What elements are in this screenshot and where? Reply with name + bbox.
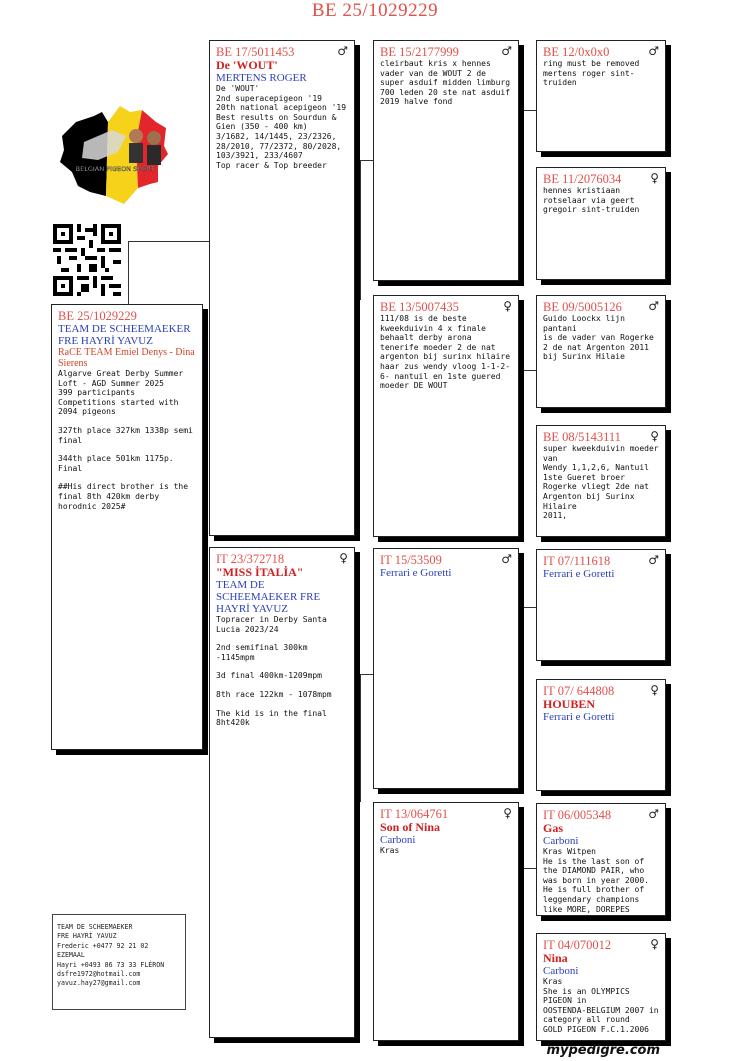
- pigeon-name: HOUBEN: [543, 697, 596, 711]
- note-line: Algarve Great Derby Summer Loft - AGD Summer 2025: [58, 369, 189, 388]
- note-line: rotselaar via geert gregoir sint-truiden: [543, 195, 640, 215]
- dam-card[interactable]: [209, 547, 355, 1038]
- note-line: leggendary champions like MORE, DOREPES: [543, 894, 645, 914]
- male-icon: ♂: [648, 44, 659, 58]
- ring-number: IT 13/064761: [380, 807, 449, 821]
- sire-dam-card[interactable]: [373, 295, 519, 537]
- note-line: Top racer & Top breeder: [216, 160, 327, 170]
- female-icon: ♀: [650, 429, 659, 443]
- sire-card[interactable]: [209, 40, 355, 536]
- owner-name: TEAM DE SCHEEMAEKER FRE HAYRİ YAVUZ: [216, 579, 321, 615]
- page-title: BE 25/1029229: [311, 0, 439, 21]
- contact-line: FRE HAYRİ YAVUZ: [57, 932, 117, 941]
- pigeon-name: "MISS İTALİA": [216, 565, 304, 579]
- contact-line: TEAM DE SCHEEMAEKER: [57, 923, 133, 931]
- ring-number: IT 07/111618: [543, 554, 611, 568]
- sire-sire-dam-card[interactable]: [536, 167, 666, 280]
- female-icon: ♀: [503, 806, 512, 820]
- owner-name: Carboni: [543, 835, 579, 847]
- note-line: Kras Witpen: [543, 847, 596, 856]
- contact-line: EZEMAAL: [57, 951, 85, 960]
- pigeon-name: Son of Nina: [380, 820, 441, 834]
- note-line: De 'WOUT': [216, 84, 260, 93]
- sire-sire-card[interactable]: [373, 40, 519, 281]
- note-line: 2011,: [543, 511, 568, 521]
- note-line: 3d final 400km-1209mpm: [216, 671, 322, 681]
- subject-pigeon-card[interactable]: [51, 304, 203, 750]
- female-icon: ♀: [650, 937, 659, 951]
- male-icon: ♂: [501, 552, 512, 566]
- note-line: Best results on Sourdun & Gien (350 - 400 km): [216, 112, 342, 132]
- note-line: Guido Loockx lijn pantani: [543, 314, 630, 333]
- contact-box: [52, 914, 186, 1010]
- male-icon: ♂: [648, 807, 659, 821]
- note-line: 111/08 is de beste kweekduivin 4 x finale behaalt derby arona tenerife moeder 2 de nat argenton bij surinx hilaire haar zus wendy vloog 1-1-2-6- nantuil en 1ste guered moeder DE WOUT: [380, 314, 515, 391]
- ring-number: IT 15/53509: [380, 553, 442, 567]
- pigeon-name: Gas: [543, 821, 564, 835]
- connector: [360, 674, 361, 802]
- note-line: The kid is in the final 8ht420k: [216, 708, 332, 728]
- connector: [523, 607, 536, 608]
- ring-number: IT 07/ 644808: [543, 684, 615, 698]
- connector: [355, 160, 356, 161]
- male-icon: ♂: [648, 299, 659, 313]
- sire-dam-dam-card[interactable]: [536, 425, 666, 537]
- male-icon: ♂: [648, 553, 659, 567]
- connector: [523, 370, 524, 426]
- female-icon: ♀: [339, 551, 348, 565]
- logo-text: BELGIAN PIGEON SPORT: [75, 165, 155, 173]
- connector: [128, 241, 210, 242]
- ring-number: BE 25/1029229: [58, 309, 137, 323]
- note-line: 2 de nat Argenton 2011 bij Surinx Hilaie: [543, 342, 654, 362]
- dam-dam-sire-card[interactable]: [536, 803, 666, 916]
- note-line: 344th place 501km 1175p. Final: [58, 454, 179, 473]
- ring-number: BE 15/2177999: [380, 45, 459, 59]
- dam-sire-card[interactable]: [373, 548, 519, 789]
- team-name: RaCE TEAM Emiel Denys - Dina Sierens: [58, 347, 195, 369]
- female-icon: ♀: [650, 683, 659, 697]
- ring-number: BE 08/5143111: [543, 430, 621, 444]
- note-line: ##His direct brother is the final 8th 420km derby horodnic 2025#: [58, 482, 193, 511]
- note-line: 2nd superacepigeon '19: [216, 93, 322, 103]
- note-line: She is an OLYMPICS PIGEON in: [543, 986, 635, 1006]
- ring-number: BE 13/5007435: [380, 300, 459, 314]
- note-line: 20th national acepigeon '19: [216, 103, 347, 113]
- owner-name: MERTENS ROGER: [216, 72, 307, 84]
- note-line: 2nd semifinal 300km -1145mpm: [216, 643, 313, 662]
- note-line: is de vader van Rogerke: [543, 333, 654, 343]
- owner-name: Ferrari e Goretti: [543, 711, 615, 723]
- connector: [523, 110, 524, 168]
- note-line: He is the last son of the DIAMOND PAIR, who was born in year 2000. He is full brother of: [543, 856, 654, 895]
- note-line: Kras: [380, 846, 400, 855]
- sire-dam-sire-card[interactable]: [536, 295, 666, 408]
- site-brand-link[interactable]: mypedigre.com: [546, 1043, 660, 1058]
- contact-line: Frederic +0477 92 21 02: [57, 941, 149, 950]
- connector: [523, 607, 524, 681]
- female-icon: ♀: [503, 299, 512, 313]
- ring-number: IT 06/005348: [543, 808, 612, 822]
- note-line: hennes kristiaan: [543, 186, 621, 195]
- qr-code[interactable]: [53, 224, 121, 296]
- contact-line: Hayri +0493 86 73 33 FLÉRON: [57, 960, 165, 969]
- dam-dam-dam-card[interactable]: [536, 933, 666, 1041]
- connector: [523, 370, 536, 371]
- note-line: 3/1682, 14/1445, 23/2326, 28/2010, 77/2372, 80/2028, 103/3921, 233/4607: [216, 131, 347, 161]
- ring-number: BE 12/0x0x0: [543, 45, 610, 59]
- owner-name: Ferrari e Goretti: [543, 568, 615, 580]
- note-line: 399 participants: [58, 388, 136, 398]
- dam-sire-sire-card[interactable]: [536, 549, 666, 661]
- connector: [523, 868, 524, 934]
- note-line: vader van de WOUT 2 de super asduif midden limburg 700 leden 20 ste nat asduif 2019 halve fond: [380, 68, 515, 107]
- note-line: cleirbaut kris x hennes: [380, 59, 491, 68]
- dam-dam-card[interactable]: [373, 802, 519, 1041]
- email-link[interactable]: dsfre1972@hotmail.com: [57, 970, 141, 979]
- ring-number: IT 23/372718: [216, 552, 285, 566]
- owner-name: Carboni: [543, 965, 579, 977]
- connector: [523, 868, 536, 869]
- note-line: GOLD PIGEON F.C.1.2006: [543, 1024, 649, 1034]
- female-icon: ♀: [650, 171, 659, 185]
- note-line: 327th place 327km 1338p semi final: [58, 425, 198, 445]
- email-link[interactable]: yavuz.hay27@gmail.com: [57, 979, 141, 988]
- ring-number: BE 11/2076034: [543, 172, 622, 186]
- pigeon-name: Nina: [543, 951, 568, 965]
- sire-sire-sire-card[interactable]: [536, 40, 666, 152]
- dam-sire-dam-card[interactable]: [536, 679, 666, 791]
- owner-name: TEAM DE SCHEEMAEKER FRE HAYRİ YAVUZ: [58, 323, 191, 347]
- note-line: ring must be removed: [543, 59, 640, 68]
- connector: [523, 110, 536, 111]
- belgian-pigeon-sport-logo: [54, 92, 176, 214]
- note-line: Topracer in Derby Santa Lucia 2023/24: [216, 615, 332, 634]
- note-line: OOSTENDA-BELGIUM 2007 in category all round: [543, 1005, 664, 1025]
- owner-name: Carboni: [380, 834, 416, 846]
- ring-number: BE 09/5005126: [543, 300, 622, 314]
- note-line: Competitions started with 2094 pigeons: [58, 397, 184, 417]
- note-line: mertens roger sint-truiden: [543, 68, 635, 88]
- note-line: 8th race 122km - 1078mpm: [216, 689, 332, 699]
- ring-number: IT 04/070012: [543, 938, 612, 952]
- note-line: super kweekduivin moeder van: [543, 444, 664, 463]
- connector: [360, 160, 361, 300]
- male-icon: ♂: [501, 44, 512, 58]
- male-icon: ♂: [337, 44, 348, 58]
- ring-number: BE 17/5011453: [216, 45, 295, 59]
- owner-name: Ferrari e Goretti: [380, 567, 452, 579]
- note-line: Wendy 1,1,2,6, Nantuil 1ste Gueret broer Rogerke vliegt 2de nat Argenton bij Surinx Hilaire: [543, 463, 654, 511]
- connector: [128, 241, 129, 304]
- note-line: Kras: [543, 977, 563, 986]
- pigeon-name: De 'WOUT': [216, 58, 278, 72]
